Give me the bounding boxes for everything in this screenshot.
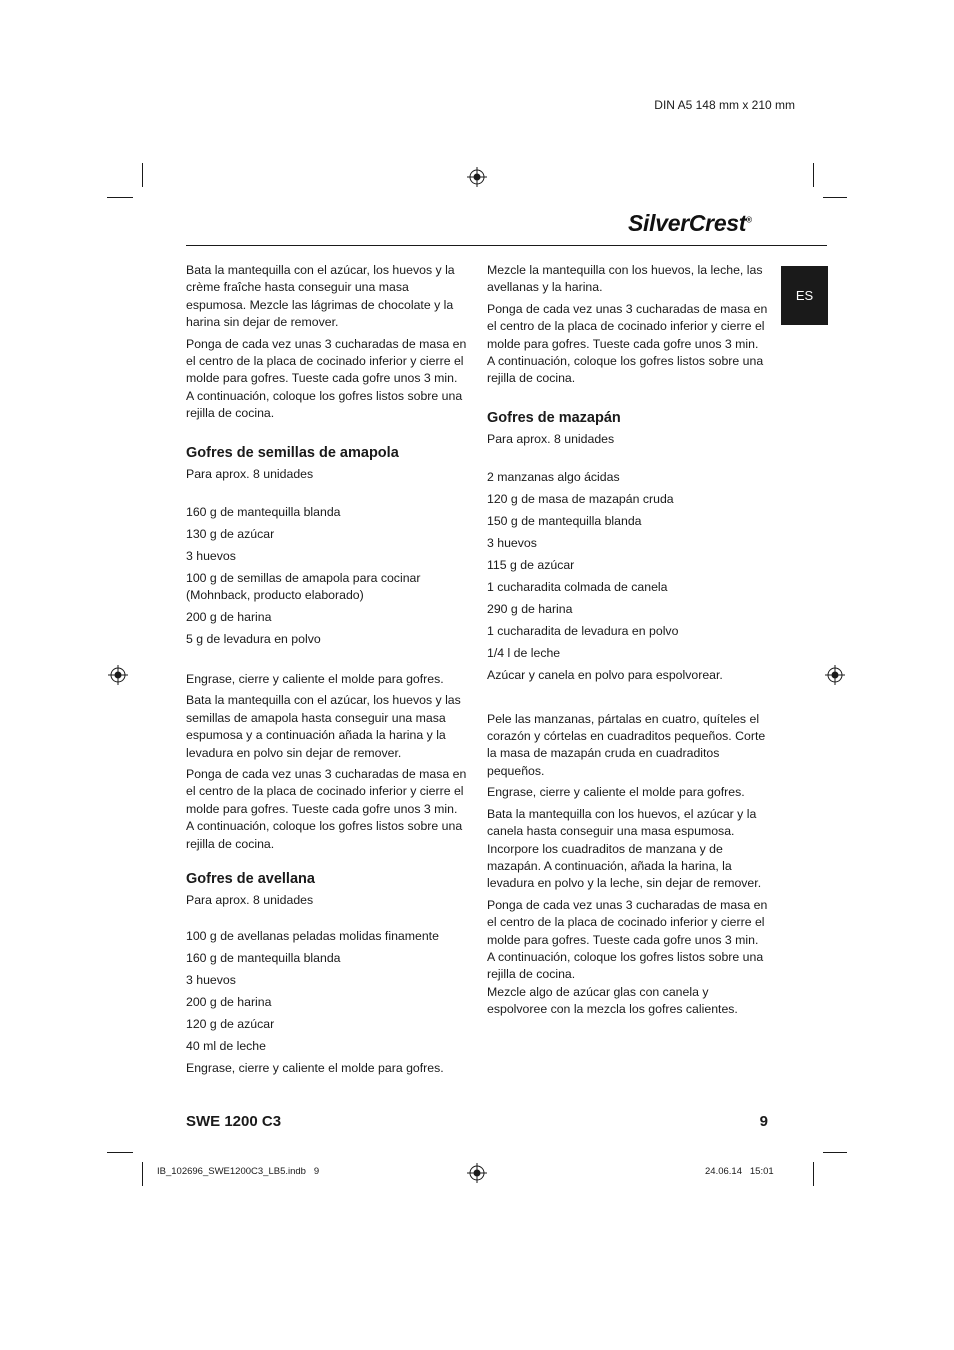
registration-mark-icon [108, 665, 128, 685]
ingredient-item: 3 huevos [186, 549, 236, 564]
brand-logo [628, 210, 752, 237]
step-paragraph: A continuación, coloque los gofres listos sobre una rejilla de cocina. [186, 819, 463, 851]
recipe-title-hazelnut: Gofres de avellana [186, 870, 315, 887]
step-paragraph: Pele las manzanas, pártalas en cuatro, quíteles el corazón y córtelas en cuadraditos pequeños. Corte la masa de mazapán cruda en cuadraditos pequeños. [487, 711, 766, 778]
intro-paragraph: Ponga de cada vez unas 3 cucharadas de masa en el centro de la placa de cocinado inferior y cierre el molde para gofres. Tueste cada gofre unos 3 min. [186, 336, 467, 386]
crop-mark [142, 1162, 143, 1186]
ingredient-item: 120 g de azúcar [186, 1017, 275, 1032]
crop-mark [813, 163, 814, 187]
brand-logo-text: SilverCrest [628, 210, 747, 236]
ingredient-item: 160 g de mantequilla blanda [186, 951, 341, 966]
right-column [487, 262, 772, 1019]
step-paragraph: Ponga de cada vez unas 3 cucharadas de masa en el centro de la placa de cocinado inferior y cierre el molde para gofres. Tueste cada gofre unos 3 min. [487, 897, 768, 947]
registration-mark-icon [825, 665, 845, 685]
recipe-title-marzipan: Gofres de mazapán [487, 409, 621, 426]
recipe-yield: Para aprox. 8 unidades [186, 892, 314, 907]
recipe-yield: Para aprox. 8 unidades [186, 466, 314, 481]
crop-mark [142, 163, 143, 187]
crop-mark [107, 197, 133, 198]
crop-mark [823, 197, 847, 198]
ingredient-item: 1/4 l de leche [487, 646, 561, 661]
step-paragraph: Engrase, cierre y caliente el molde para gofres. [186, 1061, 444, 1076]
ingredient-item: 120 g de masa de mazapán cruda [487, 492, 674, 507]
intro-paragraph: Bata la mantequilla con el azúcar, los huevos y la crème fraîche hasta conseguir una masa espumosa. Mezcle las lágrimas de chocolate y la harina sin dejar de remover. [186, 263, 455, 330]
recipe-title-poppy: Gofres de semillas de amapola [186, 444, 399, 461]
intro-paragraph: A continuación, coloque los gofres listos sobre una rejilla de cocina. [186, 388, 463, 421]
header-rule [186, 245, 827, 246]
ingredient-item: 200 g de harina [186, 995, 272, 1010]
step-paragraph: Ponga de cada vez unas 3 cucharadas de masa en el centro de la placa de cocinado inferior y cierre el molde para gofres. Tueste cada gofre unos 3 min. [487, 301, 768, 351]
registered-mark: ® [746, 215, 752, 225]
page-number: 9 [759, 1113, 768, 1130]
file-slug: IB_102696_SWE1200C3_LB5.indb 9 [157, 1166, 320, 1177]
language-tab [781, 266, 828, 325]
ingredient-item: 100 g de avellanas peladas molidas finamente [186, 929, 439, 944]
ingredient-item: 115 g de azúcar [487, 558, 575, 573]
step-paragraph: Bata la mantequilla con los huevos, el azúcar y la canela hasta conseguir una masa espumosa. Incorpore los cuadraditos de manzana y de mazapán. A continuación, añada la harina, la levadura en polvo y la leche, sin dejar de remover. [487, 806, 762, 891]
step-paragraph: A continuación, coloque los gofres listos sobre una rejilla de cocina. [487, 354, 764, 386]
registration-mark-icon [467, 167, 487, 187]
language-tab-label: ES [795, 288, 814, 303]
step-paragraph: Mezcle la mantequilla con los huevos, la leche, las avellanas y la harina. [487, 263, 763, 295]
model-number: SWE 1200 C3 [186, 1113, 282, 1130]
ingredient-item: 1 cucharadita de levadura en polvo [487, 624, 679, 639]
ingredient-item: 3 huevos [487, 536, 537, 551]
step-paragraph: Ponga de cada vez unas 3 cucharadas de masa en el centro de la placa de cocinado inferior y cierre el molde para gofres. Tueste cada gofre unos 3 min. [186, 766, 467, 816]
ingredient-item: 3 huevos [186, 973, 236, 988]
step-paragraph: Mezcle algo de azúcar glas con canela y espolvoree con la mezcla los gofres calientes. [487, 984, 738, 1017]
step-paragraph: Engrase, cierre y caliente el molde para gofres. [186, 671, 444, 686]
crop-mark [813, 1162, 814, 1186]
ingredient-item: 100 g de semillas de amapola para cocinar (Mohnback, producto elaborado) [186, 571, 421, 603]
left-column [186, 262, 471, 1078]
ingredient-item: 2 manzanas algo ácidas [487, 470, 620, 485]
ingredient-item: 5 g de levadura en polvo [186, 632, 321, 647]
crop-mark [107, 1152, 133, 1153]
recipe-yield: Para aprox. 8 unidades [487, 431, 615, 446]
din-format-label: DIN A5 148 mm x 210 mm [654, 98, 795, 112]
ingredient-item: 160 g de mantequilla blanda [186, 505, 341, 520]
registration-mark-icon [467, 1163, 487, 1183]
step-paragraph: A continuación, coloque los gofres listos sobre una rejilla de cocina. [487, 949, 764, 982]
date-slug: 24.06.14 15:01 [705, 1166, 774, 1177]
step-paragraph: Bata la mantequilla con el azúcar, los huevos y las semillas de amapola hasta conseguir una masa espumosa y a continuación añada la harina y la levadura en polvo sin dejar de remover. [186, 693, 461, 760]
ingredient-item: 130 g de azúcar [186, 527, 275, 542]
ingredient-item: Azúcar y canela en polvo para espolvorear. [487, 668, 723, 683]
ingredient-item: 40 ml de leche [186, 1039, 266, 1054]
crop-mark [823, 1152, 847, 1153]
ingredient-item: 200 g de harina [186, 610, 272, 625]
ingredient-item: 150 g de mantequilla blanda [487, 514, 642, 529]
ingredient-item: 290 g de harina [487, 602, 573, 617]
ingredient-item: 1 cucharadita colmada de canela [487, 580, 668, 595]
step-paragraph: Engrase, cierre y caliente el molde para gofres. [487, 785, 745, 800]
